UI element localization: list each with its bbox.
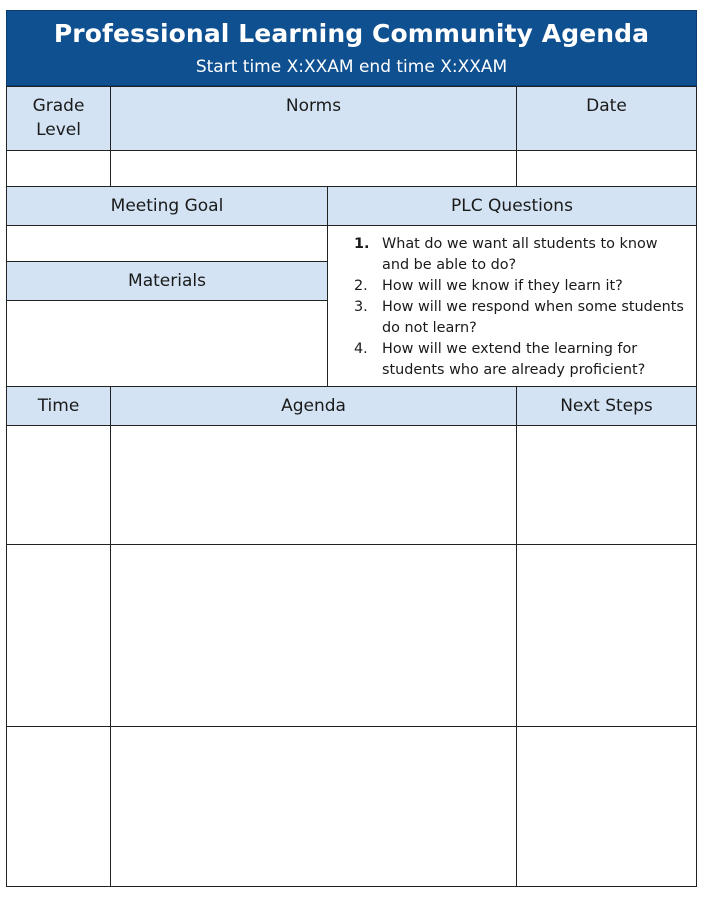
plc-question-number: 1.: [354, 236, 370, 252]
plc-question-number: 4.: [354, 341, 368, 357]
agenda-row-1-agenda[interactable]: [110, 425, 517, 545]
agenda-row-2-time[interactable]: [6, 544, 111, 727]
agenda-row-3-agenda[interactable]: [110, 726, 517, 887]
date-label: Date: [586, 96, 627, 116]
plc-question-text: How will we extend the learning for students who are already proficient?: [382, 341, 646, 378]
norms-label: Norms: [285, 96, 342, 116]
next-steps-label: Next Steps: [560, 396, 653, 416]
plc-questions-box: [327, 225, 697, 387]
plc-question: [354, 297, 688, 339]
time-header: [6, 386, 111, 426]
plc-questions-header: [327, 186, 697, 226]
materials-label: Materials: [128, 271, 206, 291]
meeting-goal-label: Meeting Goal: [110, 196, 224, 216]
agenda-row-1-next-steps[interactable]: [516, 425, 697, 545]
meeting-goal-field[interactable]: [6, 225, 328, 262]
plc-question-text: How will we respond when some students do not learn?: [382, 299, 684, 336]
grade-level-label-line1: Grade: [32, 96, 85, 116]
agenda-label: Agenda: [281, 396, 346, 416]
plc-questions-label: PLC Questions: [451, 196, 573, 216]
plc-question-number: 2.: [354, 278, 368, 294]
header-banner: [6, 10, 697, 86]
grade-level-field[interactable]: [6, 150, 111, 187]
date-header: [516, 86, 697, 151]
materials-header: [6, 261, 328, 301]
page-subtitle: Start time X:XXAM end time X:XXAM: [195, 57, 508, 77]
materials-field[interactable]: [6, 300, 328, 387]
meeting-goal-header: [6, 186, 328, 226]
plc-question: [354, 339, 688, 381]
grade-level-label-line2: Level: [36, 120, 81, 140]
agenda-document: [6, 10, 697, 887]
agenda-row-3-time[interactable]: [6, 726, 111, 887]
agenda-row-2-next-steps[interactable]: [516, 544, 697, 727]
agenda-row-2-agenda[interactable]: [110, 544, 517, 727]
time-label: Time: [37, 396, 80, 416]
plc-question: [354, 234, 688, 276]
grade-level-header: [6, 86, 111, 151]
plc-question-text: How will we know if they learn it?: [382, 278, 623, 294]
next-steps-header: [516, 386, 697, 426]
page-title: Professional Learning Community Agenda: [53, 19, 650, 48]
norms-header: [110, 86, 517, 151]
agenda-row-1-time[interactable]: [6, 425, 111, 545]
plc-questions-list: [328, 226, 696, 381]
agenda-header: [110, 386, 517, 426]
norms-field[interactable]: [110, 150, 517, 187]
date-field[interactable]: [516, 150, 697, 187]
plc-question: [354, 276, 688, 297]
agenda-row-3-next-steps[interactable]: [516, 726, 697, 887]
plc-question-number: 3.: [354, 299, 368, 315]
plc-question-text: What do we want all students to know and be able to do?: [382, 236, 658, 273]
